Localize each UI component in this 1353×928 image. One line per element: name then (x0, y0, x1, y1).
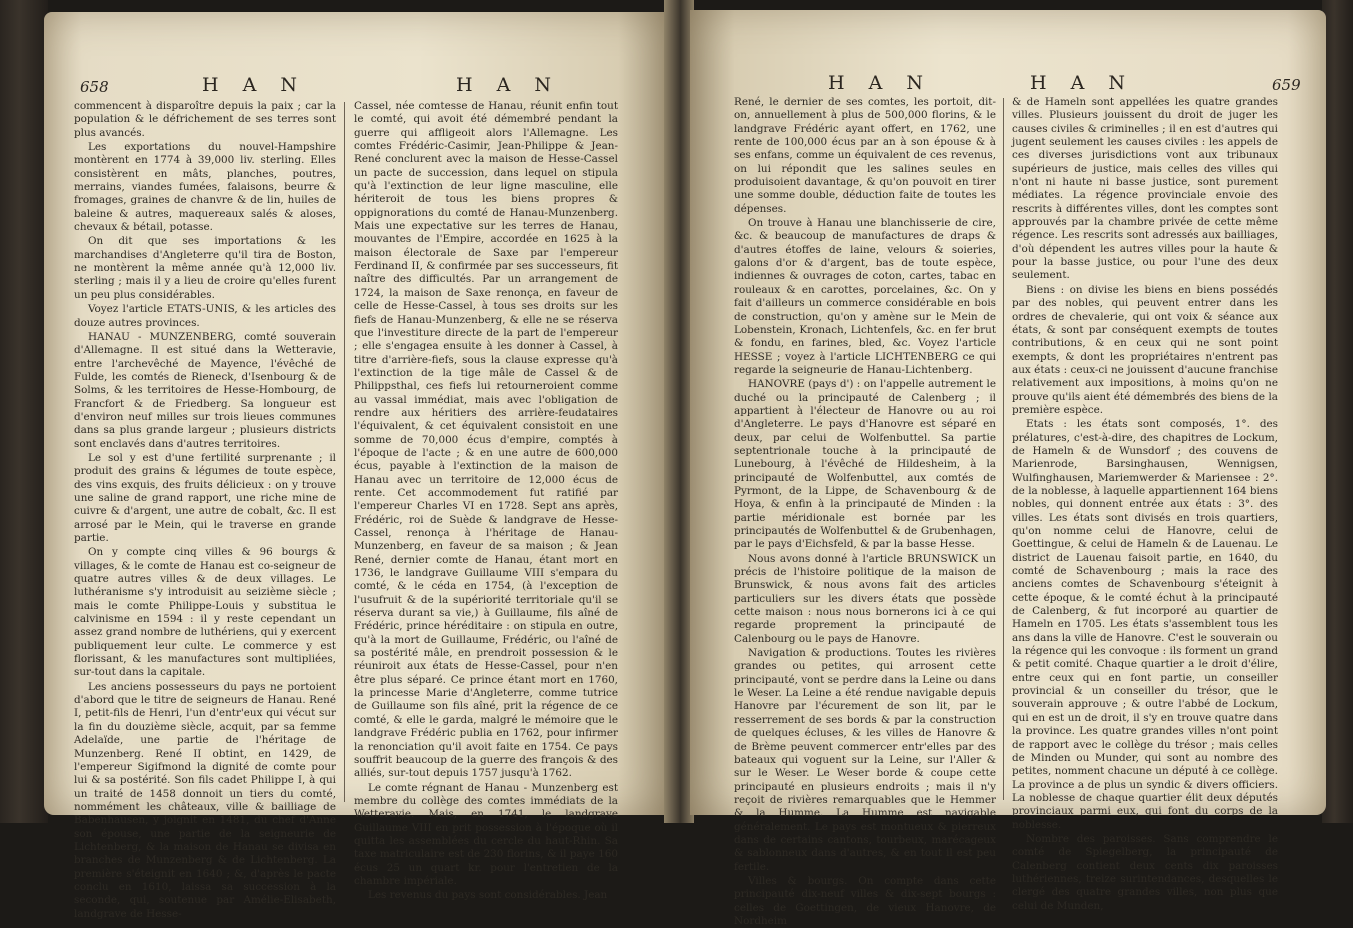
paragraph: Biens : on divise les biens en biens possédés par des nobles, qui peuvent entrer dans les ordres de chevalerie, qui ont voix & séance aux états, & sont par conséquent exempts de toutes contributions, & en ceux qui ne sont point exempts, & dont les propriétaires n'entrent pas aux états : ceux-ci ne jouissent d'aucune franchise relativement aux impositions, à moins qu'on ne prouve qu'ils aient été démembrés des biens de la première espèce. (1012, 283, 1278, 416)
paragraph: On y compte cinq villes & 96 bourgs & villages, & le comte de Hanau est co-seigneur de quatre autres villes & de deux villages. Le luthéranisme s'y introduisit au seizième siècle ; mais le comte Philippe-Louis y substitua le calvinisme en 1594 : il y reste cependant un assez grand nombre de luthériens, qui y exercent publiquement leur culte. Le commerce y est florissant, & les manufactures sont multipliées, sur-tout dans la capitale. (74, 546, 336, 679)
paragraph: René, le dernier de ses comtes, les portoit, dit-on, annuellement à plus de 500,000 florins, & le landgrave Frédéric ayant offert, en 1762, une rente de 100,000 écus par an à son épouse & à ses enfans, comme un équivalent de ces revenus, on lui répondit que les salines seules en produisoient davantage, & qu'on pouvoit en tirer une somme double, déduction faite de toutes les dépenses. (734, 96, 996, 215)
paragraph: Les exportations du nouvel-Hampshire montèrent en 1774 à 39,000 liv. sterling. Elles consistèrent en mâts, planches, poutres, merrains, viandes fumées, falaisons, beurre & fromages, graines de chanvre & de lin, huiles de baleine & autres, maquereaux salés & aloses, chevaux & bétail, potasse. (74, 141, 336, 234)
page-number: 659 (1272, 76, 1301, 94)
paragraph: Les revenus du pays sont considérables. Jean (368, 889, 608, 902)
paragraph: Voyez l'article ETATS-UNIS, & les articles des douze autres provinces. (74, 303, 336, 329)
running-header: H A N (202, 74, 306, 96)
running-header: H A N (456, 74, 560, 96)
text-column-right (1012, 96, 1278, 912)
paragraph: Les anciens possesseurs du pays ne portoient d'abord que le titre de seigneurs de Hanau. René I, petit-fils de Henri, l'un d'entr'eux qui vécut sur la fin du douzième siècle, acquit, par sa femme Adelaïde, une partie de l'héritage de Munzenberg. René II obtint, en 1429, de l'empereur Sigifmond la dignité de comte pour lui & sa postérité. Son fils cadet Philippe I, à qui un traité de 1458 donnoit un tiers du comté, nommément les châteaux, ville & bailliage de Babenhausen, y joignit en 1481, du chef d'Anne son épouse, une partie de la seigneurie de Lichtenberg, & la maison de Hanau se divisa en branches de Munzenberg & de Lichtenberg. La première s'éteignit en 1640 ; &, d'après le pacte conclu en 1610, laissa sa succession à la seconde, qui, soutenue par Amélie-Elisabeth, landgrave de Hesse- (74, 680, 336, 920)
paragraph: commencent à disparoître depuis la paix ; car la population & le défrichement de ses terres sont plus avancés. (74, 100, 336, 139)
column-divider (344, 102, 345, 802)
paragraph: On trouve à Hanau une blanchisserie de cire, &c. & beaucoup de manufactures de draps & d'autres étoffes de laine, velours & soieries, galons d'or & d'argent, bas de toute espèce, indiennes & ouvrages de coton, cartes, tabac en rouleaux & en carottes, porcelaines, &c. On y fait d'ailleurs un commerce considérable en bois de construction, qu'on y amène sur le Mein de Lobenstein, Kronach, Lichtenfels, &c. en fer brut & fondu, en farines, bled, &c. Voyez l'article HESSE ; voyez à l'article LICHTENBERG ce qui regarde la seigneurie de Hanau-Lichtenberg. (734, 217, 996, 376)
text-column-left (734, 96, 996, 927)
column-divider (1003, 98, 1004, 800)
paragraph: On dit que ses importations & les marchandises d'Angleterre qu'il tira de Boston, ne montèrent la même année qu'à 12,000 liv. sterling ; mais il y a lieu de croire qu'elles furent un peu plus considérables. (74, 235, 336, 301)
book-cover-right-edge (1322, 0, 1353, 823)
paragraph: Cassel, née comtesse de Hanau, réunit enfin tout le comté, qui avoit été démembré pendant la guerre qui affligeoit alors l'Allemagne. Les comtes Frédéric-Casimir, Jean-Philippe & Jean-René conclurent avec la maison de Hesse-Cassel un pacte de succession, dans lequel on stipula qu'à l'extinction de leur ligne masculine, elle hériteroit de tous les biens propres & oppignorations du comté de Hanau-Munzenberg. Mais une expectative sur les terres de Hanau, mouvantes de l'Empire, accordée en 1625 à la maison électorale de Saxe par l'empereur Ferdinand II, & confirmée par ses successeurs, fit naître des difficultés. Par un arrangement de 1724, la maison de Saxe renonça, en faveur de celle de Hesse-Cassel, à tous ses droits sur les fiefs de Hanau-Munzenberg, & elle ne se réserva que l'investiture directe de la part de l'empereur ; elle s'engagea ensuite à les donner à Cassel, à titre d'arrière-fiefs, sous la clause expresse qu'à l'extinction de la tige mâle de Cassel & de Philippsthal, ces fiefs lui retourneroient comme au vassal immédiat, mais avec l'obligation de rendre aux héritiers des arrière-feudataires l'équivalent, & cet équivalent consistoit en une somme de 70,000 écus d'empire, comptés à l'époque de l'acte ; & en une autre de 600,000 écus, payable à l'extinction de la maison de Hanau avec un territoire de 12,000 écus de rente. Cet accommodement fut ratifié par l'empereur Charles VI en 1728. Sept ans après, Frédéric, roi de Suède & landgrave de Hesse-Cassel, renonça à l'héritage de Hanau-Munzenberg, en faveur de sa maison ; & Jean René, dernier comte de Hanau, étant mort en 1736, le landgrave Guillaume VIII s'empara du comté, & le céda en 1754, (à l'exception de l'usufruit & de la supériorité territoriale qu'il se réserva durant sa vie,) à Guillaume, fils aîné de Frédéric, prince héréditaire : on stipula en outre, qu'à la mort de Guillaume, Frédéric, ou l'aîné de sa postérité mâle, en prendroit possession & le réuniroit aux états de Hesse-Cassel, pour n'en être plus séparé. Ce prince étant mort en 1760, la princesse Marie d'Angleterre, comme tutrice de Guillaume son fils aîné, prit la régence de ce comté, & elle le garda, malgré le mémoire que le landgrave Frédéric publia en 1762, pour infirmer la renonciation qu'il avoit faite en 1754. Ce pays souffrit beaucoup de la guerre des françois & des alliés, sur-tout depuis 1757 jusqu'à 1762. (354, 100, 618, 780)
paragraph: Nombre des paroisses. Sans comprendre le comté de Spiegelberg, la principauté de Calenberg contient deux cents dix paroisses luthériennes, treize surintendances, desquelles le clergé des quatre grandes villes, non plus que celui de Munden, (1012, 832, 1278, 912)
paragraph: HANOVRE (pays d') : on l'appelle autrement le duché ou la principauté de Calenberg ; il appartient à l'électeur de Hanovre ou au roi d'Angleterre. Le pays d'Hanovre est séparé en deux, par celui de Wolfenbuttel. Sa partie septentrionale touche à la principauté de Lunebourg, à l'évêché de Hildesheim, à la principauté de Wolfenbuttel, aux comtés de Pyrmont, de la Lippe, de Schavenbourg & de Hoya, & enfin à la principauté de Minden : la partie méridionale est bornée par les principautés de Wolfenbuttel & de Grubenhagen, par le pays d'Eichsfeld, & par la basse Hesse. (734, 378, 996, 551)
text-column-right (354, 100, 618, 902)
paragraph: Le sol y est d'une fertilité surprenante ; il produit des grains & légumes de toute espèce, des vins exquis, des fruits délicieux : on y trouve une saline de grand rapport, une riche mine de cuivre & d'argent, une autre de cobalt, &c. Il est arrosé par le Mein, qui le traverse en grande partie. (74, 451, 336, 544)
paragraph: Navigation & productions. Toutes les rivières grandes ou petites, qui arrosent cette principauté, vont se perdre dans la Leine ou dans le Weser. La Leine a été rendue navigable depuis Hanovre par l'écurement de son lit, par le resserrement de ses bords & par la construction de quelques écluses, & les villes de Hanovre & de Brème peuvent commercer entr'elles par des bateaux qui voguent sur la Leine, sur l'Aller & sur le Weser. Le Weser borde & coupe cette principauté en plusieurs endroits ; mais il n'y reçoit de rivières remarquables que le Hemmer & la Humme. La Humme est navigable généralement. Le pays est montueux & pierreux dans de certains cantons, tourbeux, marécageux & sablonneux dans d'autres, & en tout il est peu fertile. (734, 647, 996, 873)
running-header: H A N (828, 72, 932, 94)
page-number: 658 (80, 78, 109, 96)
paragraph: Etats : les états sont composés, 1°. des prélatures, c'est-à-dire, des chapitres de Lockum, de Hameln & de Wunsdorf ; des couvens de Marienrode, Barsinghausen, Wennigsen, Wulfinghausen, Mariemwerder & Mariensee : 2°. de la noblesse, à laquelle appartiennent 164 biens nobles, qui donnent entrée aux états : 3°. des villes. Les états sont divisés en trois quartiers, qu'on nomme celui de Hanovre, celui de Goettingue, & celui de Hameln & de Lauenau. Le district de Lauenau faisoit partie, en 1640, du comté de Schavenbourg ; mais la race des anciens comtes de Schavenbourg s'éteignit à cette époque, & le comté échut à la principauté de Calenberg, & fut incorporé au quartier de Hameln en 1705. Les états s'assemblent tous les ans dans la ville de Hanovre. C'est le souverain ou la régence qui les convoque : ils forment un grand & petit comité. Chaque quartier a le droit d'élire, entre ceux qui en font partie, un conseiller provincial & un conseiller du trésor, que le souverain approuve ; & outre l'abbé de Lockum, qui en est un de droit, il s'y en trouve quatre dans la province. Les quatre grandes villes n'ont point de rapport avec le collège du trésor ; mais celles de Minden ou Munder, qui sont au nombre des petites, nomment chacune un député à ce collège. La province a de plus un syndic & divers officiers. La noblesse de chaque quartier élit deux députés provinciaux parmi eux, qui font du corps de la noblesse. (1012, 418, 1278, 831)
running-header: H A N (1030, 72, 1134, 94)
paragraph: & de Hameln sont appellées les quatre grandes villes. Plusieurs jouissent du droit de juger les causes civiles & criminelles ; il en est d'autres qui jugent seulement les causes civiles : les appels de ces diverses jurisdictions vont aux tribunaux supérieurs de justice, mais celles des villes qui n'ont ni haute ni basse justice, sont purement médiates. La régence provinciale envoie des rescrits à différentes villes, dont les comptes sont approuvés par la chambre privée de cette même régence. Les rescrits sont adressés aux bailliages, d'où dépendent les autres villes pour la haute & pour la basse justice, ou pour l'une des deux seulement. (1012, 96, 1278, 282)
paragraph: HANAU - MUNZENBERG, comté souverain d'Allemagne. Il est situé dans la Wetteravie, entre l'archevêché de Mayence, l'évêché de Fulde, les comtés de Rieneck, d'Isenbourg & de Solms, & les territoires de Hesse-Hombourg, de Francfort & de Friedberg. Sa longueur est d'environ neuf milles sur trois lieues communes dans sa plus grande largeur ; plusieurs districts sont enclavés dans d'autres territoires. (74, 330, 336, 450)
left-page (44, 12, 668, 920)
paragraph: Villes & bourgs. On compte dans cette principauté dix-neuf villes & dix-sept bourgs : celles de Goettingen, de vieux Hanovre, de Nordheim (734, 874, 996, 927)
paragraph: Le comte régnant de Hanau - Munzenberg est membre du collège des comtes immédiats de la Wetteravie. Mais, en 1741, le landgrave Guillaume VIII en prit possession à l'époque où il quitta les assemblées du cercle du haut-Rhin. Sa taxe matriculaire est de 230 florins, & il paye 160 écus 25 un quart kr. pour l'entretien de la chambre impériale. (354, 781, 618, 887)
book-cover-left-edge (0, 0, 48, 823)
right-page (690, 10, 1326, 927)
text-column-left (74, 100, 336, 920)
paragraph: Nous avons donné à l'article BRUNSWICK un précis de l'histoire politique de la maison de Brunswick, & nous avons fait des articles particuliers sur les divers états que possède cette maison : nous nous bornerons ici à ce qui regarde proprement la principauté de Calenbourg ou le pays de Hanovre. (734, 552, 996, 645)
